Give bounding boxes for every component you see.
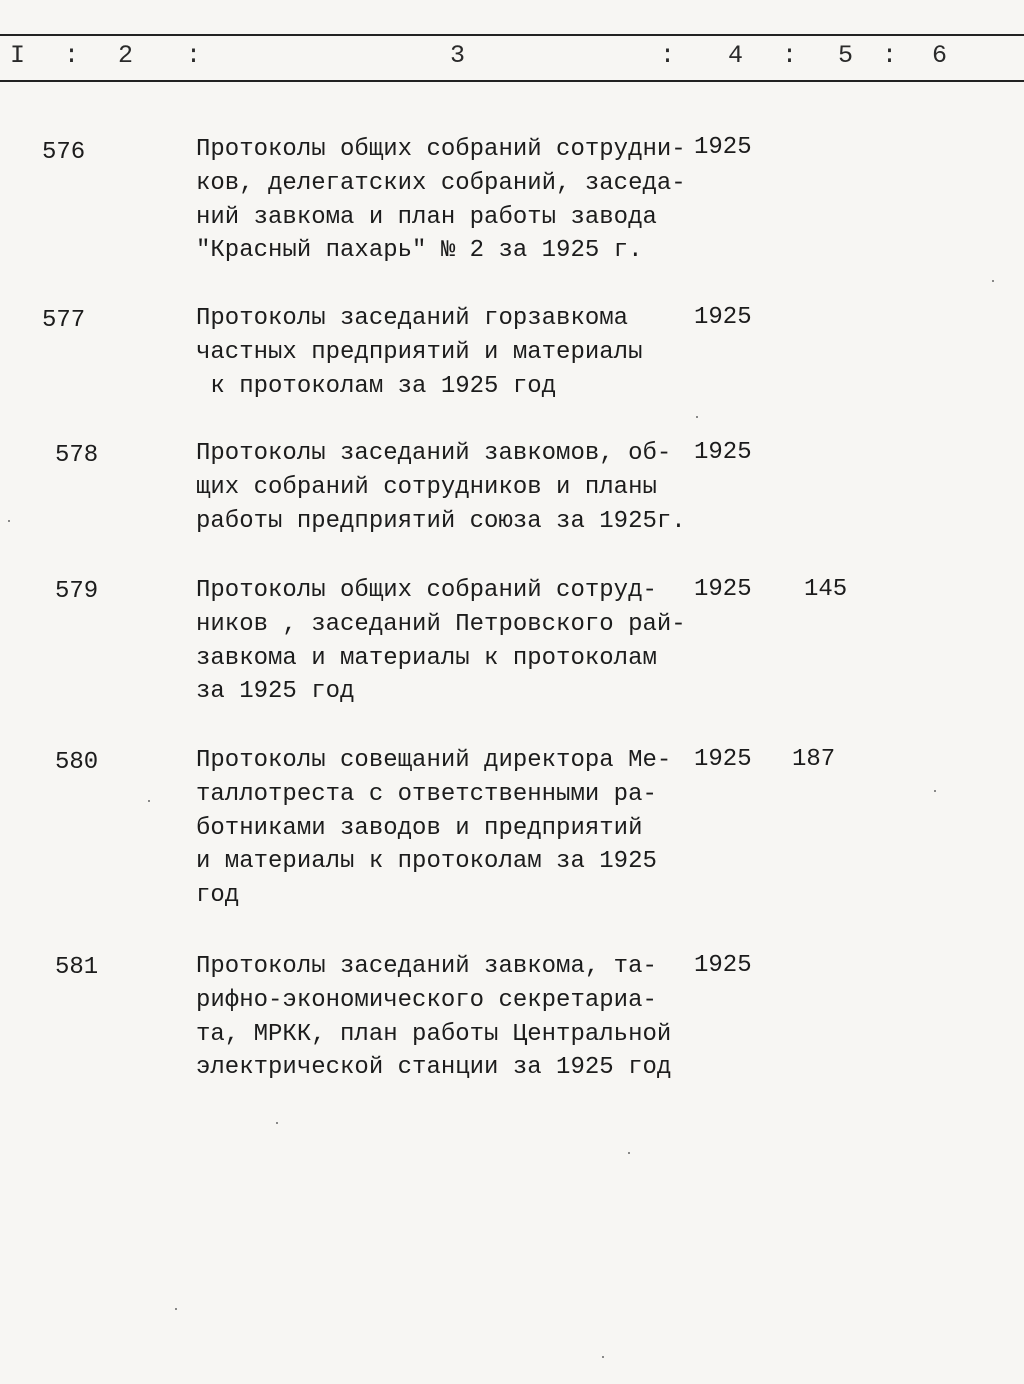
record-title-line: рифно-экономического секретариа- <box>196 986 657 1014</box>
record-title-line: ботниками заводов и предприятий <box>196 814 643 842</box>
record-number: 579 <box>55 578 99 605</box>
record-number: 576 <box>42 139 86 166</box>
scan-speck <box>934 790 936 792</box>
scan-speck <box>992 280 994 282</box>
record-year: 1925 <box>694 746 752 773</box>
scan-speck <box>8 520 10 522</box>
record-year: 1925 <box>694 439 752 466</box>
column-separator: : <box>186 41 202 70</box>
record-year: 1925 <box>694 952 752 979</box>
column-header-5: 5 <box>838 41 854 70</box>
record-title-line: Протоколы общих собраний сотруд- <box>196 577 657 604</box>
record-title <box>196 437 686 538</box>
scan-speck <box>175 1308 177 1310</box>
record-title <box>196 950 671 1085</box>
record-title-line: "Красный пахарь" № 2 за 1925 г. <box>196 237 643 265</box>
record-title-line: таллотреста с ответственными ра- <box>196 780 657 808</box>
column-header-2: 2 <box>118 41 134 70</box>
header-top-rule <box>0 34 1024 36</box>
scan-speck <box>628 1152 630 1154</box>
record-title-line: к протоколам за 1925 год <box>196 372 557 400</box>
record-title <box>196 574 686 709</box>
record-title-line: Протоколы общих собраний сотрудни- <box>196 136 686 163</box>
column-separator: : <box>660 41 676 70</box>
record-title <box>196 744 671 913</box>
record-number: 578 <box>55 442 99 469</box>
column-header-4: 4 <box>728 41 744 70</box>
record-title-line: ников , заседаний Петровского рай- <box>196 610 686 638</box>
record-title-line: электрической станции за 1925 год <box>196 1054 672 1082</box>
record-title-line: Протоколы совещаний директора Ме- <box>196 747 672 774</box>
record-title-line: ний завкома и план работы завода <box>196 203 657 231</box>
column-header-1: I <box>10 41 26 70</box>
record-title-line: работы предприятий союза за 1925г. <box>196 507 686 535</box>
record-title-line: завкома и материалы к протоколам <box>196 644 657 672</box>
record-title <box>196 133 686 268</box>
record-title-line: за 1925 год <box>196 678 355 706</box>
scan-speck <box>602 1356 604 1358</box>
record-title-line: Протоколы заседаний горзавкома <box>196 305 629 332</box>
column-separator: : <box>782 41 798 70</box>
column-header-3: 3 <box>450 41 466 70</box>
record-number: 581 <box>55 954 99 981</box>
record-sheet-count: 145 <box>804 576 848 603</box>
record-year: 1925 <box>694 576 752 603</box>
record-title-line: Протоколы заседаний завкома, та- <box>196 953 657 980</box>
record-number: 580 <box>55 749 99 776</box>
record-year: 1925 <box>694 304 752 331</box>
header-bottom-rule <box>0 80 1024 82</box>
record-number: 577 <box>42 307 86 334</box>
record-sheet-count: 187 <box>792 746 836 773</box>
record-title-line: ков, делегатских собраний, заседа- <box>196 169 686 197</box>
column-separator: : <box>64 41 80 70</box>
record-year: 1925 <box>694 134 752 161</box>
record-title-line: та, МРКК, план работы Центральной <box>196 1020 672 1048</box>
scan-speck <box>276 1122 278 1124</box>
record-title-line: и материалы к протоколам за 1925 <box>196 848 657 876</box>
scan-speck <box>696 416 698 418</box>
record-title-line: Протоколы заседаний завкомов, об- <box>196 440 672 467</box>
scan-speck <box>148 800 150 802</box>
record-title-line: щих собраний сотрудников и планы <box>196 473 657 501</box>
column-separator: : <box>882 41 898 70</box>
record-title <box>196 302 642 403</box>
column-header-6: 6 <box>932 41 948 70</box>
record-title-line: год <box>196 882 240 910</box>
record-title-line: частных предприятий и материалы <box>196 338 643 366</box>
